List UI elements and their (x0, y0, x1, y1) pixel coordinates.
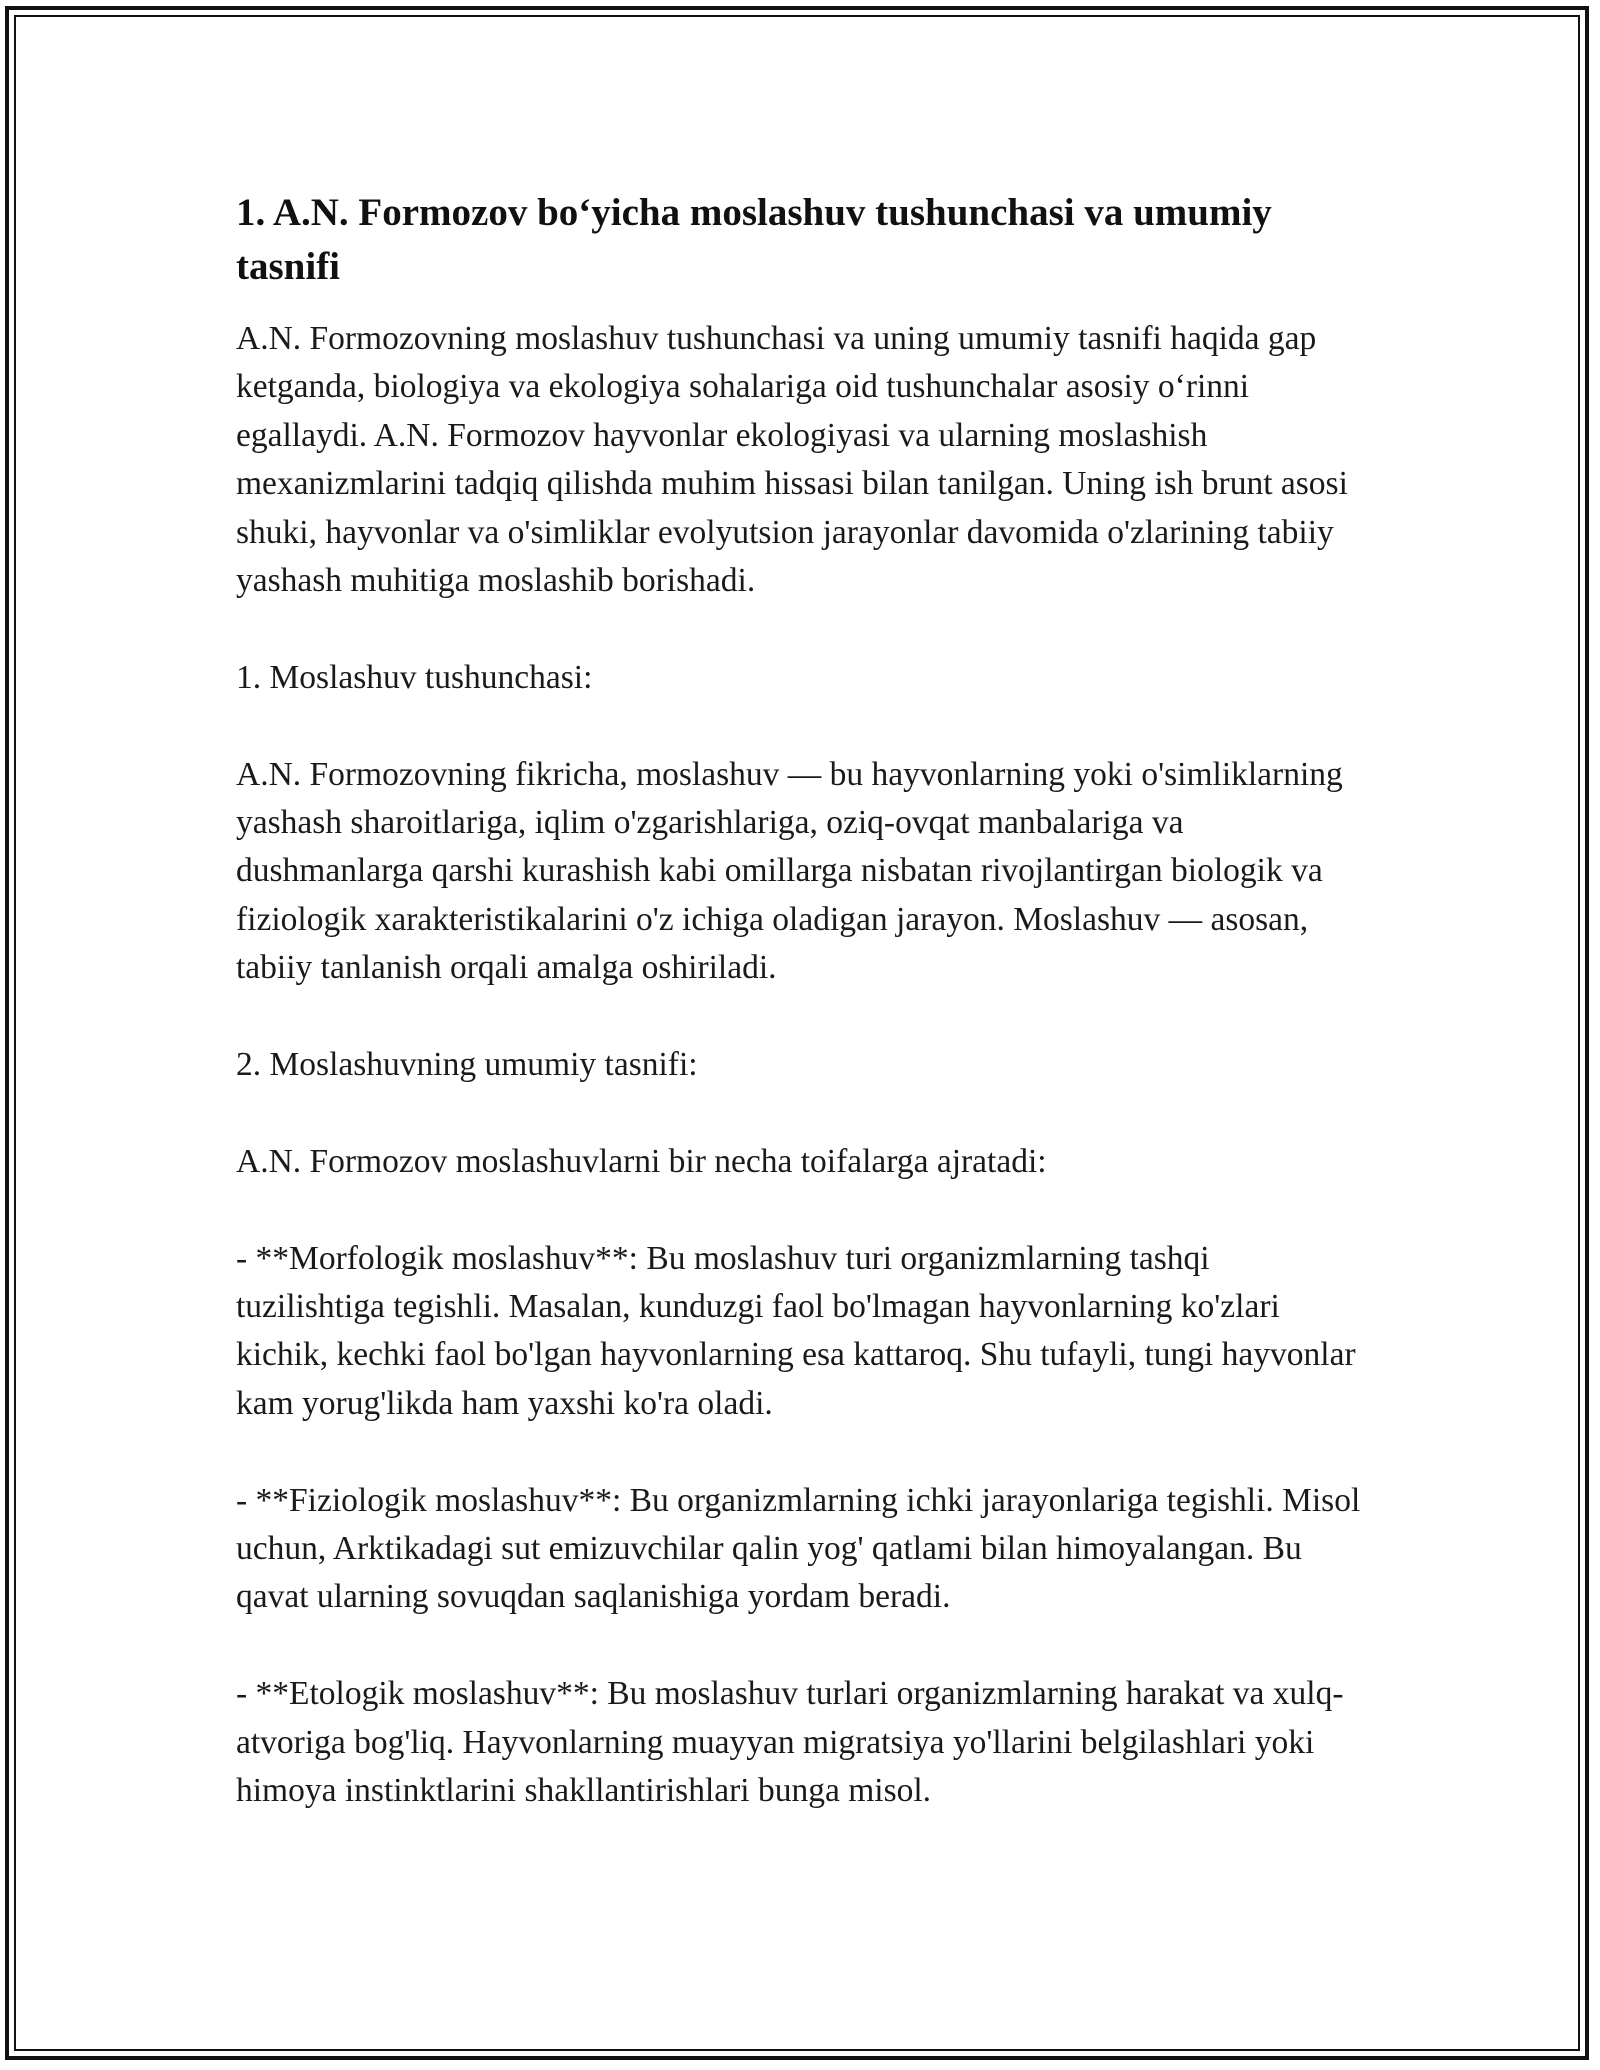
document-title: 1. A.N. Formozov bo‘yicha moslashuv tushunchasi va umumiy tasnifi (236, 191, 1272, 288)
list-item-physiological: - **Fiziologik moslashuv**: Bu organizmlarning ichki jarayonlariga tegishli. Misol uchun, Arktikadagi sut emizuvchilar qalin yog' qatlami bilan himoyalangan. Bu qavat ularning sovuqdan saqlanishiga yordam beradi. (236, 1481, 1361, 1616)
intro-paragraph: A.N. Formozovning moslashuv tushunchasi va uning umumiy tasnifi haqida gap ketganda, biologiya va ekologiya sohalariga oid tushunchalar asosiy o‘rinni egallaydi. A.N. Formozov hayvonlar ekologiyasi va ularning moslashish mexanizmlarini tadqiq qilishda muhim hissasi bilan tanilgan. Uning ish brunt asosi shuki, hayvonlar va o'simliklar evolyutsion jarayonlar davomida o'zlarining tabiiy yashash muhitiga moslashib borishadi. (236, 320, 1348, 600)
section-heading-classification: 2. Moslashuvning umumiy tasnifi: (236, 1046, 698, 1084)
document-content (236, 186, 1366, 1815)
concept-paragraph: A.N. Formozovning fikricha, moslashuv — bu hayvonlarning yoki o'simliklarning yashash sharoitlariga, iqlim o'zgarishlariga, oziq-ovqat manbalariga va dushmanlarga qarshi kurashish kabi omillarga nisbatan rivojlantirgan biologik va fiziologik xarakteristikalarini o'z ichiga oladigan jarayon. Moslashuv — asosan, tabiiy tanlanish orqali amalga oshiriladi. (236, 755, 1343, 987)
list-item-morphological: - **Morfologik moslashuv**: Bu moslashuv turi organizmlarning tashqi tuzilishtiga tegishli. Masalan, kunduzgi faol bo'lmagan hayvonlarning ko'zlari kichik, kechki faol bo'lgan hayvonlarning esa kattaroq. Shu tufayli, tungi hayvonlar kam yorug'likda ham yaxshi ko'ra oladi. (236, 1239, 1356, 1422)
section-heading-concept: 1. Moslashuv tushunchasi: (236, 658, 593, 696)
classification-intro: A.N. Formozov moslashuvlarni bir necha toifalarga ajratadi: (236, 1142, 1047, 1180)
list-item-ethological: - **Etologik moslashuv**: Bu moslashuv turlari organizmlarning harakat va xulq-atvoriga bog'liq. Hayvonlarning muayyan migratsiya yo'llarini belgilashlari yoki himoya instinktlarini shakllantirishlari bunga misol. (236, 1675, 1344, 1810)
